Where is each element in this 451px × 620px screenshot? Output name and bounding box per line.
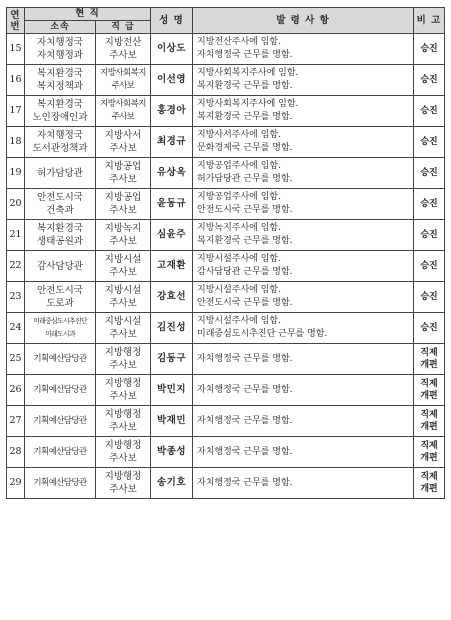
appointment-detail-line: 자치행정국 근무를 명함.	[197, 446, 293, 457]
table-row	[7, 220, 445, 251]
appointment-detail-line: 허가담당관 근무를 명함.	[197, 174, 293, 184]
grade-line: 지방시설	[104, 285, 142, 296]
person-name-cell: 송기호	[151, 468, 193, 499]
note-line: 승진	[420, 106, 438, 116]
serial-number-cell: 26	[7, 375, 25, 406]
grade-cell	[96, 189, 151, 220]
grade-line: 지방사서	[104, 130, 142, 141]
note-line: 직제	[420, 379, 438, 389]
personnel-appointment-table	[6, 7, 445, 499]
appointment-detail-line: 자치행정국 근무를 명함.	[197, 477, 293, 488]
department-cell	[25, 437, 96, 468]
grade-line: 지방공업	[104, 161, 142, 172]
department-line: 미래중심도시추진단	[33, 317, 87, 325]
department-cell	[25, 34, 96, 65]
header-department: 소속	[25, 21, 96, 34]
grade-cell	[96, 34, 151, 65]
appointment-detail-line: 지방시설주사에 임함.	[197, 316, 281, 326]
grade-line: 주사보	[111, 81, 135, 91]
appointment-detail-line: 지방사서주사에 임함.	[197, 130, 281, 140]
grade-line: 주사보	[109, 391, 137, 402]
serial-number-cell: 29	[7, 468, 25, 499]
serial-number-cell: 18	[7, 127, 25, 158]
grade-line: 지방행정	[104, 347, 142, 358]
grade-cell	[96, 127, 151, 158]
department-line: 도서관정책과	[32, 143, 88, 154]
department-line: 복지환경국	[37, 223, 83, 234]
department-line: 자치행정국	[37, 37, 83, 48]
note-cell	[414, 406, 445, 437]
grade-line: 지방사회복지	[100, 99, 146, 109]
grade-line: 주사보	[109, 422, 137, 433]
appointment-detail-line: 자치행정국 근무를 명함.	[197, 415, 293, 426]
appointment-detail-cell	[193, 437, 414, 468]
appointment-detail-cell	[193, 406, 414, 437]
grade-cell	[96, 65, 151, 96]
appointment-detail-cell	[193, 158, 414, 189]
appointment-detail-line: 미래중심도시추진단 근무를 명함.	[197, 329, 328, 339]
grade-line: 지방시설	[104, 316, 142, 327]
appointment-detail-line: 지방공업주사에 임함.	[197, 161, 281, 171]
table-row	[7, 96, 445, 127]
appointment-detail-cell	[193, 189, 414, 220]
department-line: 자치행정국	[37, 130, 83, 141]
department-line: 복지환경국	[37, 68, 83, 79]
person-name-cell: 김진성	[151, 313, 193, 344]
person-name-cell: 이선영	[151, 65, 193, 96]
note-cell	[414, 158, 445, 189]
grade-line: 지방녹지	[104, 223, 142, 234]
department-line: 도로과	[46, 298, 74, 309]
appointment-detail-line: 지방전산주사에 임함.	[197, 37, 281, 47]
note-line: 직제	[420, 410, 438, 420]
person-name-cell: 고재환	[151, 251, 193, 282]
note-cell	[414, 251, 445, 282]
appointment-detail-cell	[193, 251, 414, 282]
grade-cell	[96, 406, 151, 437]
appointment-detail-cell	[193, 313, 414, 344]
appointment-detail-cell	[193, 34, 414, 65]
table-row	[7, 468, 445, 499]
department-cell	[25, 282, 96, 313]
header-appointment-detail: 발 령 사 항	[193, 8, 414, 34]
grade-line: 주사보	[109, 143, 137, 154]
grade-cell	[96, 468, 151, 499]
department-line: 복지환경국	[37, 99, 83, 110]
appointment-detail-line: 지방사회복지주사에 임함.	[197, 99, 299, 109]
note-line: 승진	[420, 323, 438, 333]
appointment-detail-line: 지방공업주사에 임함.	[197, 192, 281, 202]
grade-cell	[96, 375, 151, 406]
grade-line: 지방행정	[104, 409, 142, 420]
note-line: 개편	[420, 360, 438, 370]
header-note: 비 고	[414, 8, 445, 34]
note-cell	[414, 313, 445, 344]
note-cell	[414, 34, 445, 65]
grade-line: 지방공업	[104, 192, 142, 203]
appointment-detail-line: 복지환경국 근무를 명함.	[197, 112, 293, 122]
person-name-cell: 김동구	[151, 344, 193, 375]
note-line: 개편	[420, 453, 438, 463]
appointment-detail-cell	[193, 220, 414, 251]
appointment-detail-cell	[193, 375, 414, 406]
department-line: 기획예산담당관	[33, 384, 87, 395]
note-line: 승진	[420, 75, 438, 85]
department-cell	[25, 127, 96, 158]
appointment-detail-line: 지방녹지주사에 임함.	[197, 223, 281, 233]
grade-cell	[96, 313, 151, 344]
note-cell	[414, 468, 445, 499]
grade-line: 주사보	[109, 298, 137, 309]
note-line: 직제	[420, 348, 438, 358]
note-cell	[414, 189, 445, 220]
note-line: 개편	[420, 391, 438, 401]
appointment-detail-cell	[193, 468, 414, 499]
note-line: 승진	[420, 230, 438, 240]
department-cell	[25, 96, 96, 127]
note-cell	[414, 96, 445, 127]
grade-line: 지방행정	[104, 471, 142, 482]
person-name-cell: 홍경아	[151, 96, 193, 127]
serial-number-cell: 28	[7, 437, 25, 468]
appointment-detail-line: 자치행정국 근무를 명함.	[197, 353, 293, 364]
note-line: 승진	[420, 261, 438, 271]
grade-line: 지방행정	[104, 440, 142, 451]
appointment-detail-line: 지방시설주사에 임함.	[197, 254, 281, 264]
department-cell	[25, 251, 96, 282]
grade-cell	[96, 437, 151, 468]
table-row	[7, 313, 445, 344]
person-name-cell: 이상도	[151, 34, 193, 65]
department-line: 복지정책과	[37, 81, 83, 92]
department-line: 생태공원과	[37, 236, 83, 247]
person-name-cell: 최경규	[151, 127, 193, 158]
department-line: 기획예산담당관	[33, 446, 87, 457]
appointment-detail-line: 지방시설주사에 임함.	[197, 285, 281, 295]
appointment-detail-cell	[193, 344, 414, 375]
table-row	[7, 437, 445, 468]
department-line: 기획예산담당관	[33, 353, 87, 364]
department-cell	[25, 220, 96, 251]
department-line: 허가담당관	[37, 167, 83, 179]
department-line: 안전도시국	[37, 192, 83, 203]
department-cell	[25, 344, 96, 375]
note-cell	[414, 127, 445, 158]
appointment-detail-line: 자치행정국 근무를 명함.	[197, 50, 293, 60]
table-row	[7, 158, 445, 189]
header-serial-number	[7, 8, 25, 34]
department-line: 미래도시과	[45, 330, 75, 338]
header-name: 성 명	[151, 8, 193, 34]
serial-number-cell: 22	[7, 251, 25, 282]
grade-line: 주사보	[109, 329, 137, 340]
note-cell	[414, 437, 445, 468]
note-cell	[414, 375, 445, 406]
table-row	[7, 189, 445, 220]
appointment-detail-line: 복지환경국 근무를 명함.	[197, 236, 293, 246]
department-cell	[25, 468, 96, 499]
appointment-detail-line: 문화경제국 근무를 명함.	[197, 143, 293, 153]
note-line: 개편	[420, 484, 438, 494]
serial-number-cell: 20	[7, 189, 25, 220]
serial-number-cell: 21	[7, 220, 25, 251]
serial-number-cell: 17	[7, 96, 25, 127]
table-row	[7, 251, 445, 282]
department-cell	[25, 313, 96, 344]
appointment-detail-line: 자치행정국 근무를 명함.	[197, 384, 293, 395]
grade-line: 주사보	[111, 112, 135, 122]
grade-line: 주사보	[109, 205, 137, 216]
header-serial-line1: 연	[10, 9, 21, 21]
table-row	[7, 344, 445, 375]
grade-line: 주사보	[109, 453, 137, 464]
table-row	[7, 127, 445, 158]
header-current-position: 현 직	[25, 8, 151, 21]
personnel-table-container	[6, 7, 444, 499]
table-row	[7, 65, 445, 96]
note-line: 승진	[420, 292, 438, 302]
person-name-cell: 윤동규	[151, 189, 193, 220]
serial-number-cell: 24	[7, 313, 25, 344]
header-serial-line2: 번	[10, 20, 21, 32]
serial-number-cell: 15	[7, 34, 25, 65]
serial-number-cell: 25	[7, 344, 25, 375]
serial-number-cell: 19	[7, 158, 25, 189]
table-row	[7, 282, 445, 313]
person-name-cell: 박재민	[151, 406, 193, 437]
table-row	[7, 34, 445, 65]
note-line: 직제	[420, 441, 438, 451]
grade-cell	[96, 344, 151, 375]
grade-line: 지방전산	[104, 37, 142, 48]
grade-cell	[96, 158, 151, 189]
grade-line: 주사보	[109, 174, 137, 185]
appointment-detail-line: 감사담당관 근무를 명함.	[197, 267, 293, 277]
appointment-detail-cell	[193, 96, 414, 127]
person-name-cell: 심윤주	[151, 220, 193, 251]
grade-line: 지방사회복지	[100, 68, 146, 78]
note-line: 승진	[420, 44, 438, 54]
grade-line: 주사보	[109, 50, 137, 61]
appointment-detail-line: 지방사회복지주사에 임함.	[197, 68, 299, 78]
grade-line: 지방시설	[104, 254, 142, 265]
grade-cell	[96, 96, 151, 127]
header-row-top	[7, 8, 445, 21]
person-name-cell: 강효선	[151, 282, 193, 313]
appointment-detail-line: 안전도시국 근무를 명함.	[197, 298, 293, 308]
grade-line: 주사보	[109, 267, 137, 278]
table-body	[7, 34, 445, 499]
header-grade: 직 급	[96, 21, 151, 34]
grade-cell	[96, 220, 151, 251]
person-name-cell: 유상옥	[151, 158, 193, 189]
note-cell	[414, 220, 445, 251]
appointment-detail-cell	[193, 127, 414, 158]
note-line: 직제	[420, 472, 438, 482]
department-cell	[25, 406, 96, 437]
appointment-detail-cell	[193, 65, 414, 96]
department-cell	[25, 375, 96, 406]
note-line: 승진	[420, 199, 438, 209]
note-line: 개편	[420, 422, 438, 432]
department-cell	[25, 65, 96, 96]
table-row	[7, 375, 445, 406]
note-line: 승진	[420, 168, 438, 178]
department-line: 자치행정과	[37, 50, 83, 61]
department-cell	[25, 158, 96, 189]
department-line: 건축과	[46, 205, 74, 216]
serial-number-cell: 16	[7, 65, 25, 96]
grade-line: 주사보	[109, 236, 137, 247]
grade-line: 지방행정	[104, 378, 142, 389]
note-line: 승진	[420, 137, 438, 147]
department-line: 감사담당관	[37, 260, 83, 272]
appointment-detail-cell	[193, 282, 414, 313]
person-name-cell: 박민지	[151, 375, 193, 406]
serial-number-cell: 27	[7, 406, 25, 437]
department-line: 기획예산담당관	[33, 477, 87, 488]
table-row	[7, 406, 445, 437]
serial-number-cell: 23	[7, 282, 25, 313]
department-line: 노인장애인과	[32, 112, 88, 123]
department-line: 기획예산담당관	[33, 415, 87, 426]
person-name-cell: 박종성	[151, 437, 193, 468]
note-cell	[414, 282, 445, 313]
grade-cell	[96, 251, 151, 282]
grade-cell	[96, 282, 151, 313]
department-line: 안전도시국	[37, 285, 83, 296]
note-cell	[414, 344, 445, 375]
department-cell	[25, 189, 96, 220]
note-cell	[414, 65, 445, 96]
appointment-detail-line: 복지환경국 근무를 명함.	[197, 81, 293, 91]
grade-line: 주사보	[109, 484, 137, 495]
appointment-detail-line: 안전도시국 근무를 명함.	[197, 205, 293, 215]
grade-line: 주사보	[109, 360, 137, 371]
